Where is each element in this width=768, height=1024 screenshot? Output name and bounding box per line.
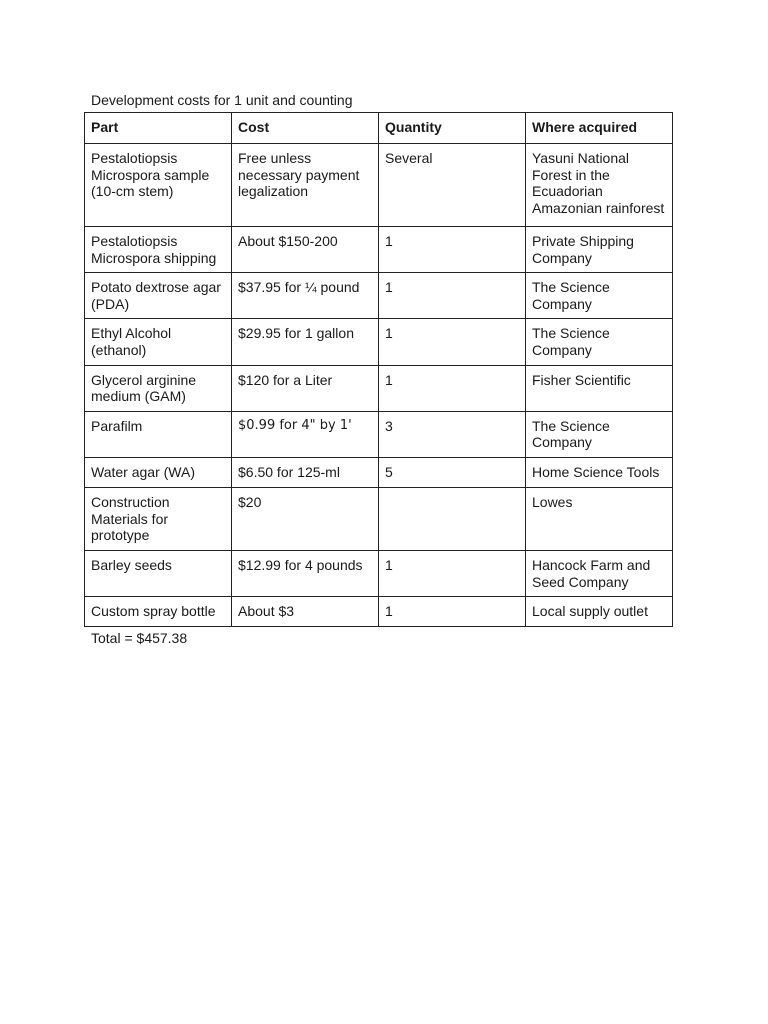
table-caption: Development costs for 1 unit and counting [91, 92, 353, 108]
header-cost: Cost [232, 113, 379, 144]
table-row [85, 597, 673, 627]
table-row [85, 273, 673, 319]
cell-part: Pestalotiopsis Microspora sample (10-cm stem) [85, 144, 232, 227]
table-row [85, 457, 673, 487]
table-row [85, 411, 673, 457]
cell-quantity: 1 [379, 319, 526, 365]
cell-quantity: 5 [379, 457, 526, 487]
cell-part: Water agar (WA) [85, 457, 232, 487]
cell-cost: About $3 [232, 597, 379, 627]
cell-part: Pestalotiopsis Microspora shipping [85, 227, 232, 273]
table-row [85, 319, 673, 365]
cell-part: Barley seeds [85, 550, 232, 596]
table-row [85, 365, 673, 411]
cell-quantity: 1 [379, 273, 526, 319]
cell-where-acquired: Yasuni National Forest in the Ecuadorian Amazonian rainforest [526, 144, 673, 227]
cell-quantity [379, 487, 526, 550]
header-row [85, 113, 673, 144]
cell-part: Ethyl Alcohol (ethanol) [85, 319, 232, 365]
cell-part: Potato dextrose agar (PDA) [85, 273, 232, 319]
cell-where-acquired: Fisher Scientific [526, 365, 673, 411]
header-where-acquired: Where acquired [526, 113, 673, 144]
cell-cost: $37.95 for ¼ pound [232, 273, 379, 319]
cell-part: Custom spray bottle [85, 597, 232, 627]
cell-quantity: 1 [379, 227, 526, 273]
cell-quantity: 3 [379, 411, 526, 457]
header-part: Part [85, 113, 232, 144]
cell-quantity: 1 [379, 365, 526, 411]
cell-cost: $29.95 for 1 gallon [232, 319, 379, 365]
cell-where-acquired: Local supply outlet [526, 597, 673, 627]
table-row [85, 144, 673, 227]
header-quantity: Quantity [379, 113, 526, 144]
table-row [85, 487, 673, 550]
cell-quantity: 1 [379, 550, 526, 596]
cell-cost: About $150-200 [232, 227, 379, 273]
cell-cost: $120 for a Liter [232, 365, 379, 411]
table-row [85, 227, 673, 273]
cell-where-acquired: Home Science Tools [526, 457, 673, 487]
cell-cost: $0.99 for 4" by 1' [232, 411, 379, 457]
cell-where-acquired: Hancock Farm and Seed Company [526, 550, 673, 596]
total-cost: Total = $457.38 [91, 630, 188, 646]
cell-part: Glycerol arginine medium (GAM) [85, 365, 232, 411]
cell-part: Parafilm [85, 411, 232, 457]
cell-where-acquired: The Science Company [526, 319, 673, 365]
cell-cost: $12.99 for 4 pounds [232, 550, 379, 596]
cell-part: Construction Materials for prototype [85, 487, 232, 550]
cell-where-acquired: Private Shipping Company [526, 227, 673, 273]
cell-where-acquired: Lowes [526, 487, 673, 550]
cost-table [84, 112, 673, 627]
cell-cost: $6.50 for 125-ml [232, 457, 379, 487]
cell-cost: Free unless necessary payment legalization [232, 144, 379, 227]
cell-quantity: 1 [379, 597, 526, 627]
cell-quantity: Several [379, 144, 526, 227]
table-row [85, 550, 673, 596]
cell-where-acquired: The Science Company [526, 273, 673, 319]
cell-cost: $20 [232, 487, 379, 550]
cell-where-acquired: The Science Company [526, 411, 673, 457]
